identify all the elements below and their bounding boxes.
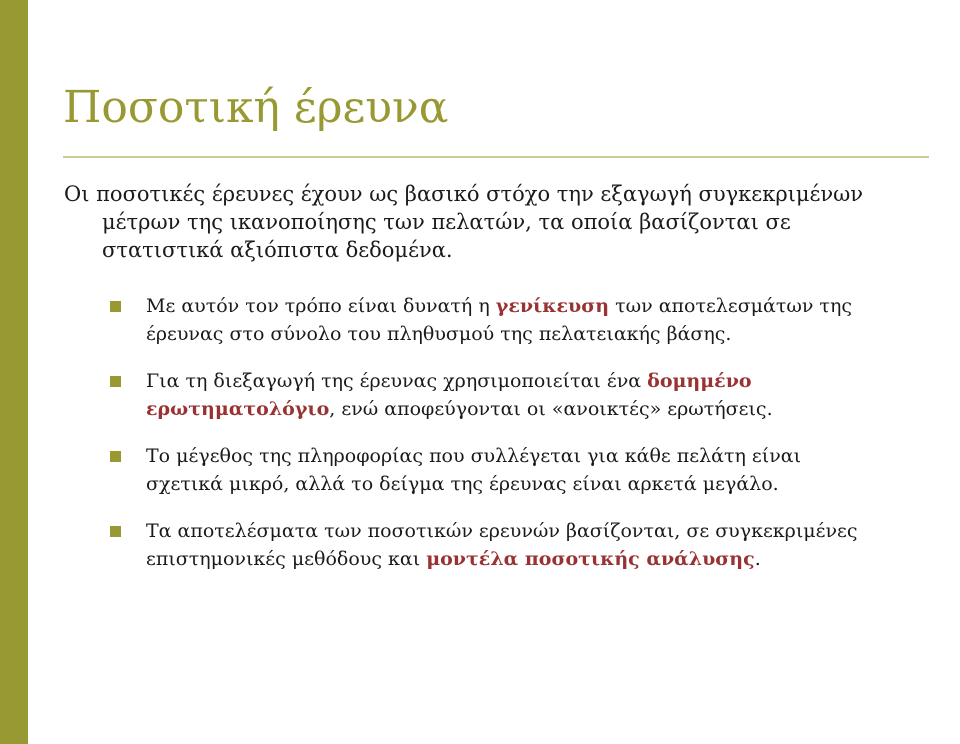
bullet-line bbox=[146, 545, 940, 573]
square-bullet-icon bbox=[110, 376, 121, 387]
bullet-line bbox=[146, 395, 940, 423]
bullet-text: Με αυτόν τον τρόπο είναι δυνατή η bbox=[146, 295, 496, 317]
bullet-text: . bbox=[754, 548, 761, 570]
bullet-item-questionnaire bbox=[110, 367, 940, 423]
intro-line: Οι ποσοτικές έρευνες έχουν ως βασικό στόχο την εξαγωγή συγκεκριμένων bbox=[64, 182, 864, 206]
square-bullet-icon bbox=[110, 451, 121, 462]
bullet-item-sample-size bbox=[110, 442, 940, 498]
bullet-item-generalization bbox=[110, 292, 940, 348]
highlight-term: δομημένο bbox=[647, 370, 752, 392]
bullet-list bbox=[110, 292, 940, 592]
accent-side-bar bbox=[0, 0, 28, 744]
bullet-text: των αποτελεσμάτων της bbox=[609, 295, 852, 317]
bullet-text: Για τη διεξαγωγή της έρευνας χρησιμοποιείται ένα bbox=[146, 370, 648, 392]
bullet-item-results bbox=[110, 517, 940, 573]
bullet-line bbox=[146, 367, 940, 395]
intro-line: μέτρων της ικανοποίησης των πελατών, τα οποία βασίζονται σε bbox=[102, 210, 791, 234]
bullet-line: Το μέγεθος της πληροφορίας που συλλέγεται για κάθε πελάτη είναι bbox=[146, 445, 802, 467]
bullet-line bbox=[146, 292, 940, 320]
square-bullet-icon bbox=[110, 526, 121, 537]
highlight-term: ερωτηματολόγιο bbox=[146, 398, 330, 420]
square-bullet-icon bbox=[110, 301, 121, 312]
intro-line: στατιστικά αξιόπιστα δεδομένα. bbox=[102, 238, 453, 262]
intro-paragraph bbox=[64, 180, 944, 264]
slide-title: Ποσοτική έρευνα bbox=[63, 82, 449, 133]
bullet-line: σχετικά μικρό, αλλά το δείγμα της έρευνας είναι αρκετά μεγάλο. bbox=[146, 473, 779, 495]
highlight-term: μοντέλα ποσοτικής ανάλυσης bbox=[426, 548, 755, 570]
bullet-text: επιστημονικές μεθόδους και bbox=[146, 548, 427, 570]
bullet-line: έρευνας στο σύνολο του πληθυσμού της πελατειακής βάσης. bbox=[146, 323, 732, 345]
bullet-text: , ενώ αποφεύγονται οι «ανοικτές» ερωτήσεις. bbox=[329, 398, 773, 420]
highlight-term: γενίκευση bbox=[495, 295, 610, 317]
bullet-line: Τα αποτελέσματα των ποσοτικών ερευνών βασίζονται, σε συγκεκριμένες bbox=[146, 520, 858, 542]
title-divider bbox=[63, 156, 929, 158]
